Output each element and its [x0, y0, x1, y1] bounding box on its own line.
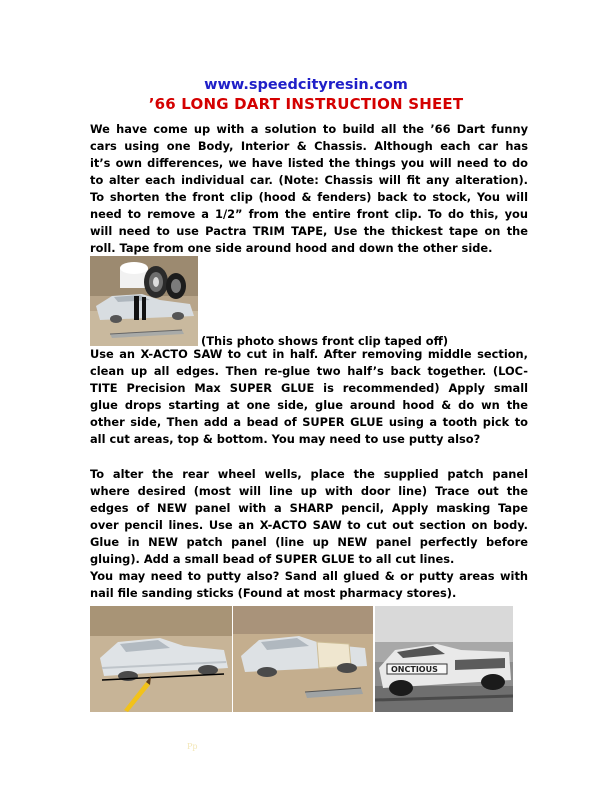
wheel-well-paragraph [90, 466, 528, 602]
intro-line: roll. Tape from one side around hood and down the other side. [90, 241, 493, 255]
footer-mark: Pp [187, 742, 198, 751]
step-line: Use an X-ACTO SAW to cut in half. After removing middle section, [90, 347, 528, 361]
race-car-lettering: ONCTIOUS [391, 665, 438, 674]
intro-paragraph [90, 121, 528, 257]
step-line: Glue in NEW patch panel (line up NEW panel perfectly before [90, 535, 528, 549]
race-car-photo [375, 606, 513, 712]
intro-line: to alter each individual car. (Note: Chassis will fit any alteration). [90, 173, 528, 187]
taped-front-clip-photo [90, 256, 198, 346]
step-line: To alter the rear wheel wells, place the supplied patch panel [90, 467, 528, 481]
photo-caption: (This photo shows front clip taped off) [201, 334, 449, 348]
page-title: ’66 LONG DART INSTRUCTION SHEET [148, 95, 464, 113]
step-line: glue drops starting at one side, glue around hood & do wn the [90, 398, 528, 412]
pencil-tracing-image [90, 606, 232, 712]
intro-line: will need to use Pactra TRIM TAPE, Use the thickest tape on the [90, 224, 528, 238]
intro-line: it’s own differences, we have listed the things you will need to do [90, 156, 528, 170]
intro-line: cars using one Body, Interior & Chassis. Although each car has [90, 139, 528, 153]
intro-line: We have come up with a solution to build all the ’66 Dart funny [90, 122, 528, 136]
step-line: all cut areas, top & bottom. You may need to use putty also? [90, 432, 481, 446]
taped-front-clip-image [90, 256, 198, 346]
step-line: over pencil lines. Use an X-ACTO SAW to cut out section on body. [90, 518, 528, 532]
step-line: You may need to putty also? Sand all glued & or putty areas with [90, 569, 528, 583]
step-line: nail file sanding sticks (Found at most pharmacy stores). [90, 586, 457, 600]
website-link[interactable]: www.speedcityresin.com [204, 77, 408, 93]
intro-line: To shorten the front clip (hood & fenders) back to stock, You will [90, 190, 528, 204]
step-line: where desired (most will line up with door line) Trace out the [90, 484, 528, 498]
step-line: other side, Then add a bead of SUPER GLUE using a tooth pick to [90, 415, 528, 429]
intro-line: need to remove a 1/2” from the entire front clip. To do this, you [90, 207, 528, 221]
masking-tape-image [233, 606, 373, 712]
step-line: gluing). Add a small bead of SUPER GLUE to all cut lines. [90, 552, 455, 566]
masking-tape-photo [233, 606, 373, 712]
step-line: clean up all edges. Then re-glue two half’s back together. (LOC- [90, 364, 528, 378]
race-car-image [375, 606, 513, 712]
step-line: TITE Precision Max SUPER GLUE is recommended) Apply small [90, 381, 528, 395]
pencil-tracing-photo [90, 606, 232, 712]
step-line: edges of NEW panel with a SHARP pencil, Apply masking Tape [90, 501, 528, 515]
cut-and-glue-paragraph [90, 346, 528, 448]
